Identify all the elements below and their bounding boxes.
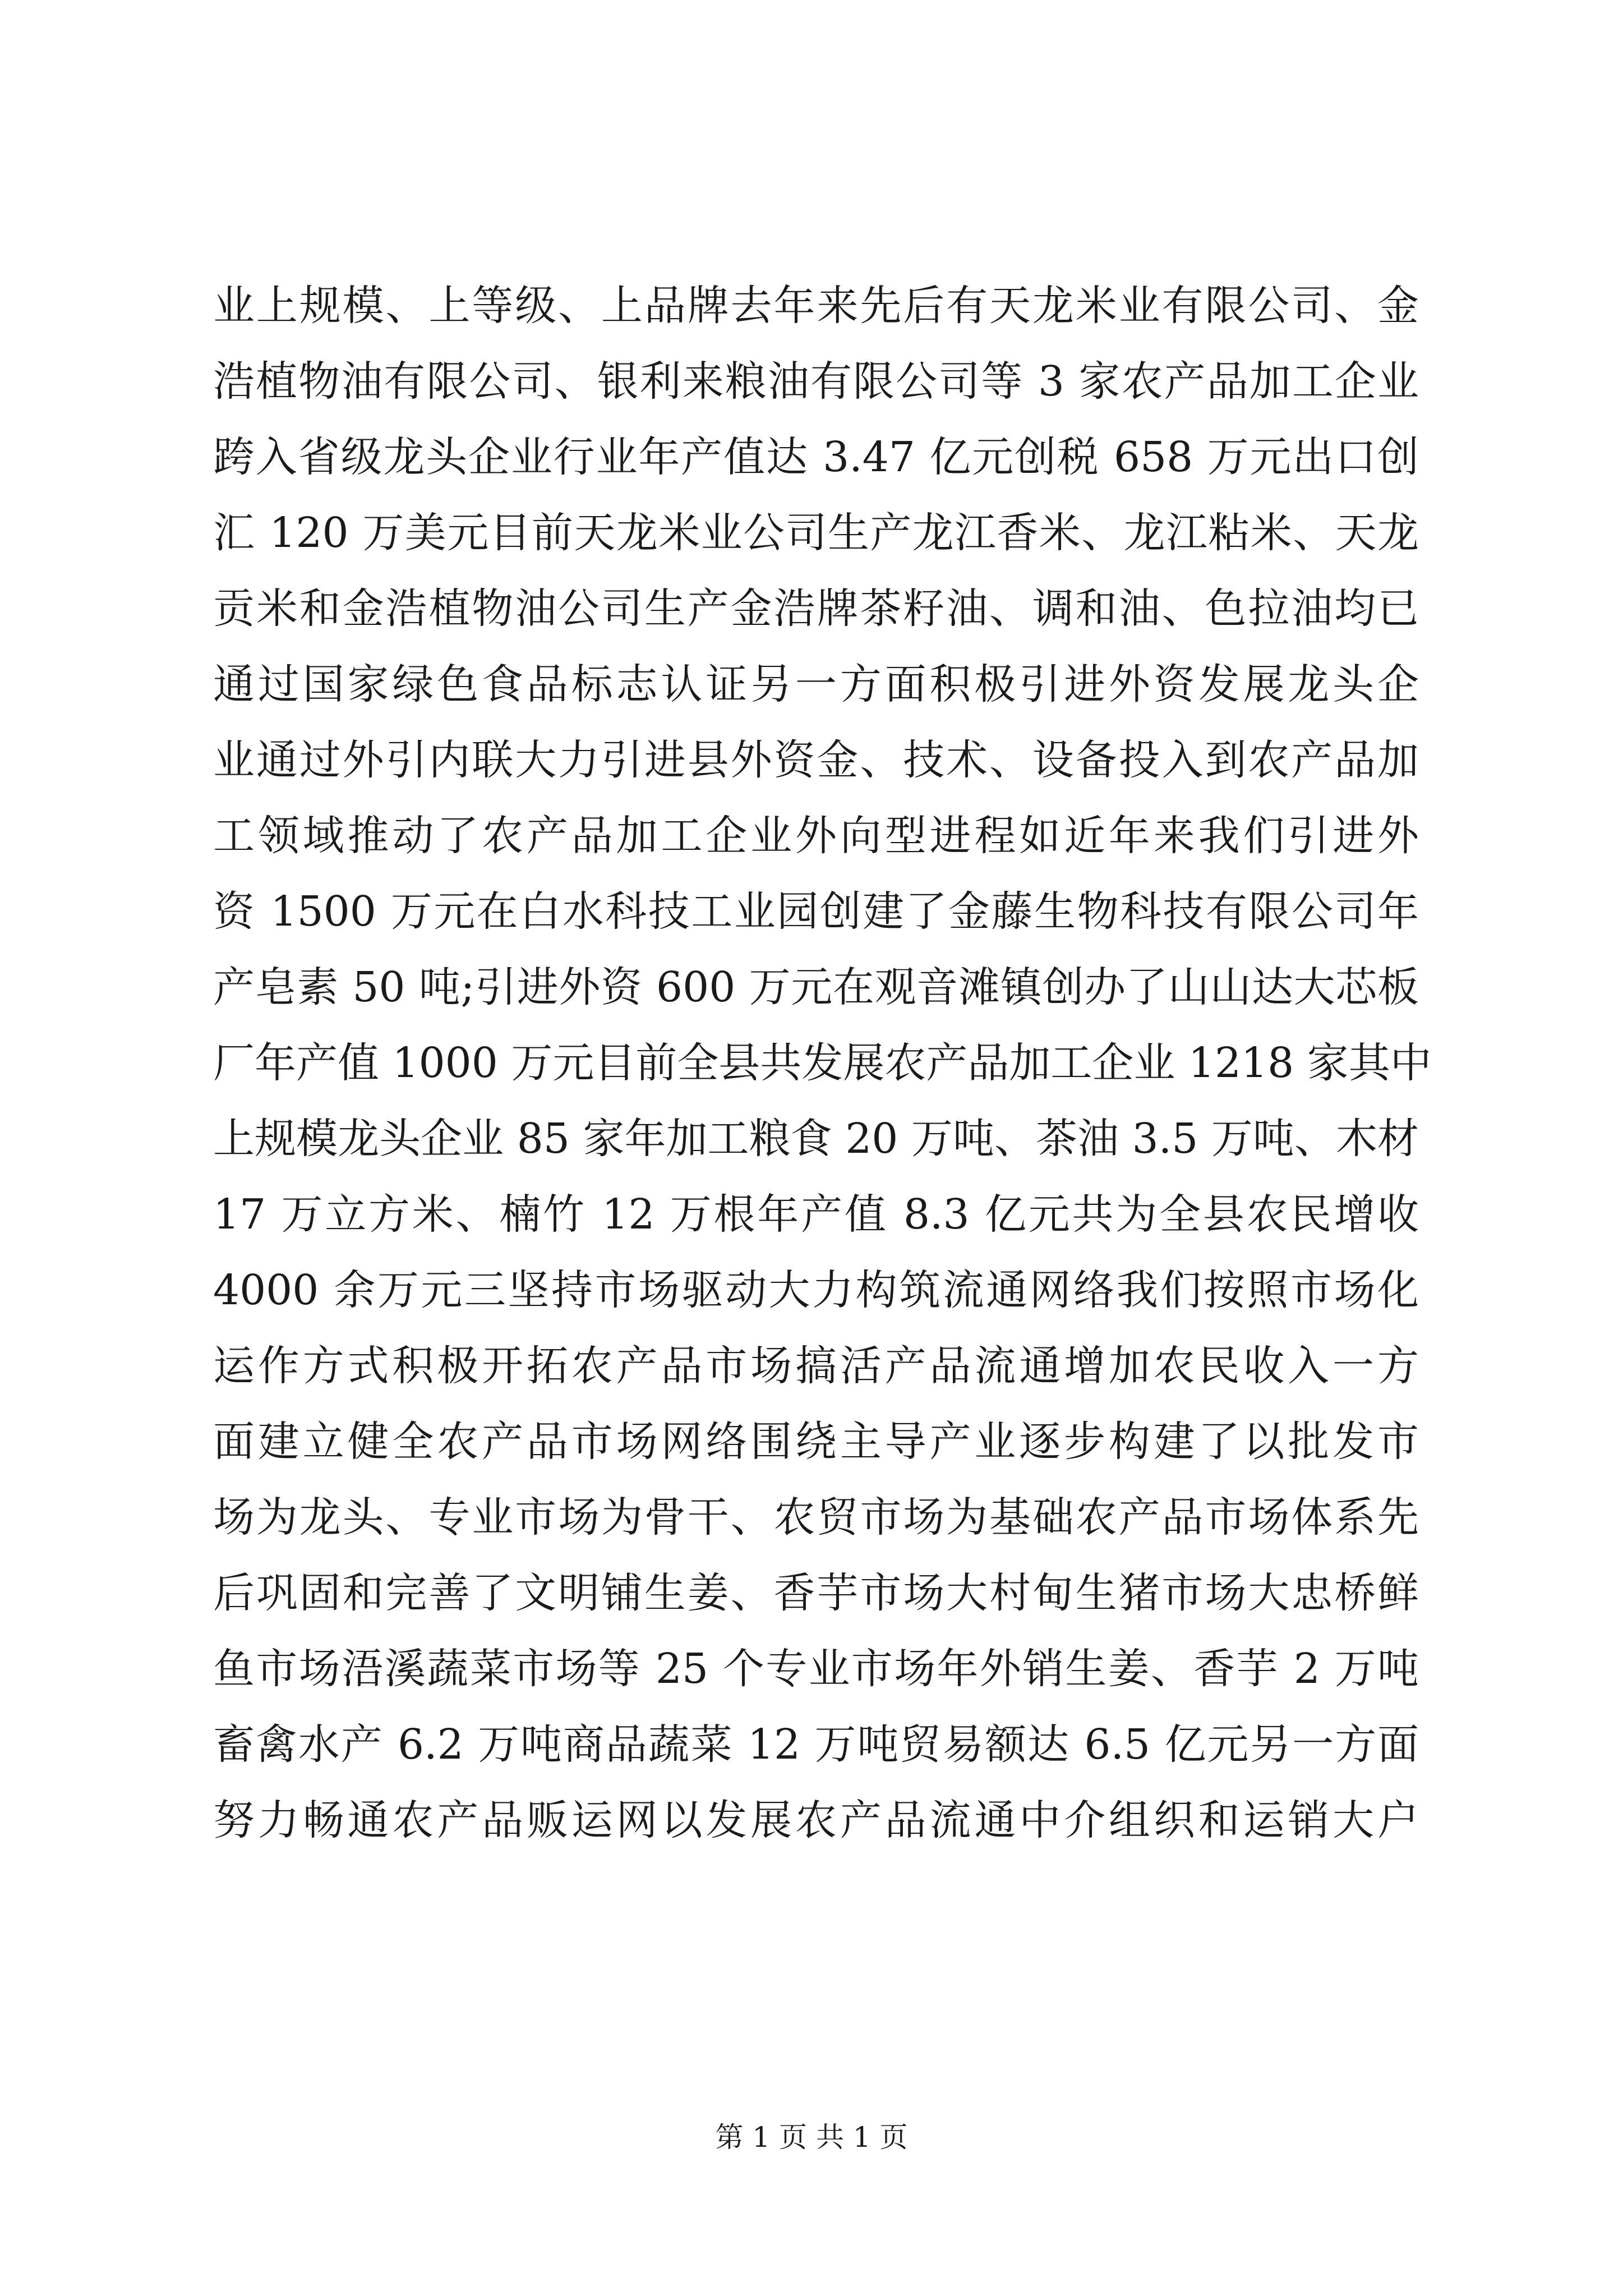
text-line: 畜禽水产 6.2 万吨商品蔬菜 12 万吨贸易额达 6.5 亿元另一方面 [213, 1720, 1419, 1769]
text-line: 厂年产值 1000 万元目前全县共发展农产品加工企业 1218 家其中 [213, 1039, 1432, 1087]
text-line: 贡米和金浩植物油公司生产金浩牌茶籽油、调和油、色拉油均已 [213, 585, 1419, 633]
text-line: 跨入省级龙头企业行业年产值达 3.47 亿元创税 658 万元出口创 [213, 433, 1419, 481]
text-line: 产皂素 50 吨;引进外资 600 万元在观音滩镇创办了山山达大芯板 [213, 963, 1419, 1011]
text-line: 鱼市场浯溪蔬菜市场等 25 个专业市场年外销生姜、香芋 2 万吨 [213, 1645, 1419, 1693]
text-line: 面建立健全农产品市场网络围绕主导产业逐步构建了以批发市 [213, 1418, 1419, 1466]
text-line: 4000 余万元三坚持市场驱动大力构筑流通网络我们按照市场化 [213, 1266, 1419, 1314]
body-text [213, 268, 1432, 1858]
text-line: 工领域推动了农产品加工企业外向型进程如近年来我们引进外 [213, 812, 1419, 860]
text-line: 后巩固和完善了文明铺生姜、香芋市场大村甸生猪市场大忠桥鲜 [213, 1569, 1419, 1617]
text-line: 业通过外引内联大力引进县外资金、技术、设备投入到农产品加 [213, 736, 1419, 784]
page-footer [0, 2118, 1623, 2157]
text-line: 资 1500 万元在白水科技工业园创建了金藤生物科技有限公司年 [213, 887, 1419, 936]
text-line: 努力畅通农产品贩运网以发展农产品流通中介组织和运销大户 [213, 1796, 1419, 1844]
text-line: 业上规模、上等级、上品牌去年来先后有天龙米业有限公司、金 [213, 282, 1419, 330]
text-line: 17 万立方米、楠竹 12 万根年产值 8.3 亿元共为全县农民增收 [213, 1190, 1419, 1239]
page-number: 第 1 页 共 1 页 [715, 2121, 908, 2154]
text-line: 上规模龙头企业 85 家年加工粮食 20 万吨、茶油 3.5 万吨、木材 [213, 1115, 1419, 1163]
text-line: 运作方式积极开拓农产品市场搞活产品流通增加农民收入一方 [213, 1342, 1419, 1390]
text-line: 汇 120 万美元目前天龙米业公司生产龙江香米、龙江粘米、天龙 [213, 509, 1419, 557]
text-line: 场为龙头、专业市场为骨干、农贸市场为基础农产品市场体系先 [213, 1493, 1419, 1542]
text-line: 浩植物油有限公司、银利来粮油有限公司等 3 家农产品加工企业 [213, 357, 1419, 406]
text-line: 通过国家绿色食品标志认证另一方面积极引进外资发展龙头企 [213, 660, 1419, 708]
